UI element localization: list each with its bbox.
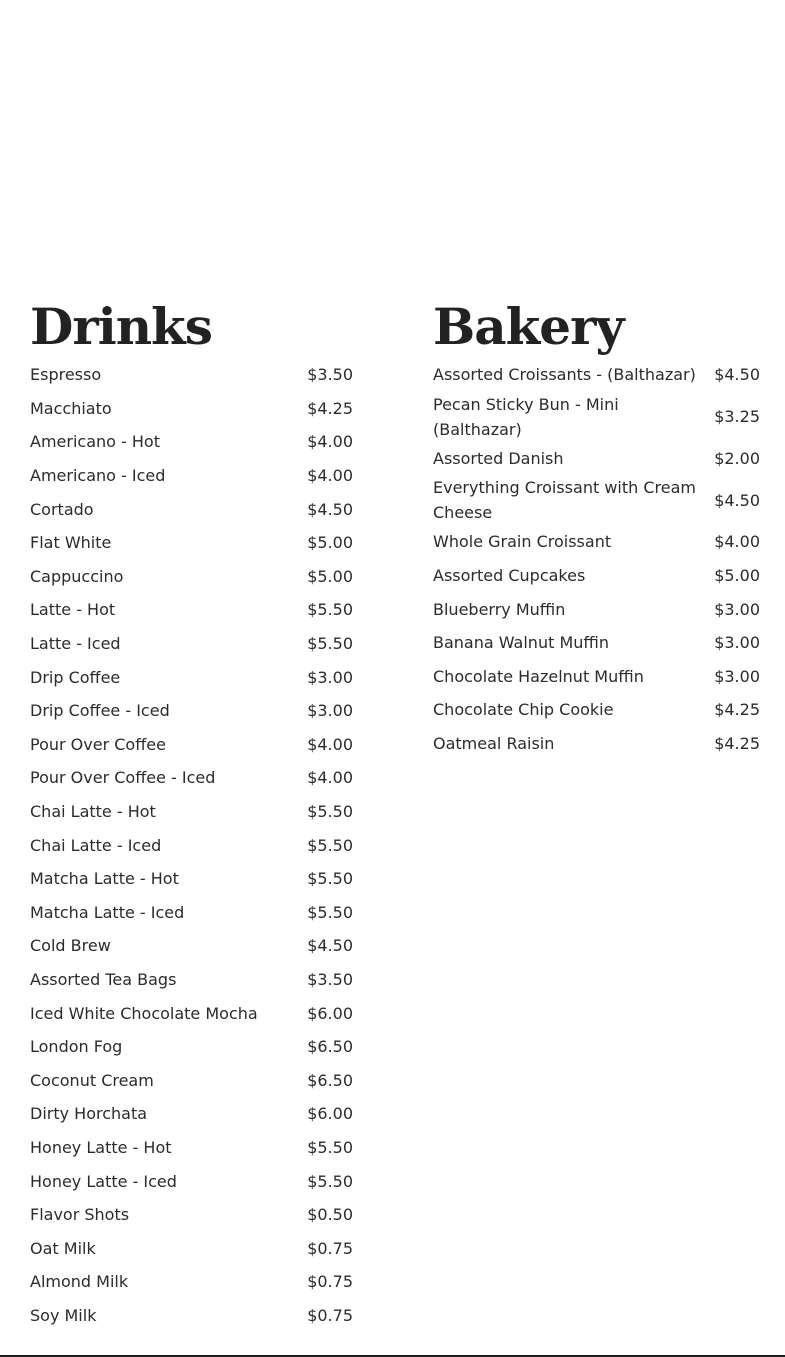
menu-item <box>30 392 353 426</box>
menu-item <box>30 492 353 526</box>
item-name: Dirty Horchata <box>30 1104 148 1124</box>
item-name: Pecan Sticky Bun - Mini (Balthazar) <box>433 394 619 439</box>
menu-item <box>30 627 353 661</box>
item-price: $3.50 <box>307 365 353 385</box>
menu-item <box>30 896 353 930</box>
menu-item <box>30 1231 353 1265</box>
item-name: Blueberry Muffin <box>433 599 566 619</box>
menu-item <box>30 459 353 493</box>
item-price: $4.00 <box>307 768 353 788</box>
menu-item <box>30 660 353 694</box>
menu-item <box>30 425 353 459</box>
item-price: $4.00 <box>307 466 353 486</box>
menu-item <box>30 560 353 594</box>
menu-item <box>30 728 353 762</box>
item-price: $0.75 <box>307 1272 353 1292</box>
item-name: Assorted Cupcakes <box>433 566 586 586</box>
item-name: Honey Latte - Iced <box>30 1171 177 1191</box>
item-name: Pour Over Coffee - Iced <box>30 768 216 788</box>
item-price: $4.25 <box>714 700 760 720</box>
menu-item <box>30 1198 353 1232</box>
item-price: $5.50 <box>307 902 353 922</box>
bakery-list <box>433 358 760 760</box>
item-price: $3.00 <box>714 666 760 686</box>
item-price: $3.50 <box>307 969 353 989</box>
item-price: $5.50 <box>307 835 353 855</box>
item-name: Flat White <box>30 533 112 553</box>
item-name: Everything Croissant with Cream Cheese <box>433 478 696 523</box>
bakery-heading: Bakery <box>433 297 624 356</box>
item-name: Assorted Croissants - (Balthazar) <box>433 365 696 385</box>
menu-item <box>433 525 760 559</box>
menu-item <box>30 929 353 963</box>
item-price: $5.00 <box>307 533 353 553</box>
item-price: $4.00 <box>307 432 353 452</box>
item-price: $3.00 <box>714 633 760 653</box>
menu-item <box>30 862 353 896</box>
item-price: $4.50 <box>307 499 353 519</box>
item-name: Whole Grain Croissant <box>433 532 612 552</box>
menu-item <box>30 1164 353 1198</box>
item-name: Banana Walnut Muffin <box>433 633 609 653</box>
menu-item <box>30 694 353 728</box>
item-name: Chocolate Hazelnut Muffin <box>433 666 644 686</box>
menu-item <box>433 626 760 660</box>
item-name: Chocolate Chip Cookie <box>433 700 614 720</box>
item-price: $5.00 <box>714 566 760 586</box>
item-name: Almond Milk <box>30 1272 129 1292</box>
item-price: $4.25 <box>307 398 353 418</box>
item-name: Cortado <box>30 499 94 519</box>
item-price: $3.00 <box>714 599 760 619</box>
item-name: Soy Milk <box>30 1305 97 1325</box>
item-price: $5.50 <box>307 869 353 889</box>
item-price: $6.00 <box>307 1104 353 1124</box>
item-name: Assorted Danish <box>433 448 564 468</box>
item-price: $4.50 <box>714 490 760 510</box>
drinks-list <box>30 358 353 1332</box>
item-price: $5.50 <box>307 802 353 822</box>
menu-item <box>30 1063 353 1097</box>
menu-item <box>433 660 760 694</box>
item-name: Iced White Chocolate Mocha <box>30 1003 258 1023</box>
menu-item <box>30 1299 353 1333</box>
menu-item <box>30 1097 353 1131</box>
menu-item <box>30 963 353 997</box>
item-price: $5.50 <box>307 634 353 654</box>
item-price: $0.75 <box>307 1305 353 1325</box>
menu-item <box>30 795 353 829</box>
menu-item <box>433 592 760 626</box>
item-name: Americano - Hot <box>30 432 160 452</box>
item-price: $3.00 <box>307 667 353 687</box>
item-price: $4.50 <box>307 936 353 956</box>
item-name: Chai Latte - Hot <box>30 802 156 822</box>
item-price: $0.75 <box>307 1238 353 1258</box>
menu-item <box>433 727 760 761</box>
menu-item <box>30 1030 353 1064</box>
item-name: Coconut Cream <box>30 1070 154 1090</box>
menu-item <box>30 1131 353 1165</box>
menu-item <box>433 358 760 392</box>
item-name: Cold Brew <box>30 936 111 956</box>
item-name: London Fog <box>30 1037 123 1057</box>
menu-item <box>30 358 353 392</box>
item-name: Oatmeal Raisin <box>433 734 555 754</box>
menu-item <box>30 1265 353 1299</box>
item-price: $5.50 <box>307 600 353 620</box>
item-name: Latte - Hot <box>30 600 116 620</box>
menu-item <box>30 828 353 862</box>
item-name: Assorted Tea Bags <box>30 969 177 989</box>
menu-item <box>433 442 760 476</box>
item-name: Pour Over Coffee <box>30 734 166 754</box>
item-price: $6.00 <box>307 1003 353 1023</box>
menu-item <box>30 593 353 627</box>
item-price: $4.50 <box>714 365 760 385</box>
item-price: $4.00 <box>307 734 353 754</box>
item-name: Chai Latte - Iced <box>30 835 162 855</box>
menu-item <box>433 475 760 525</box>
item-price: $6.50 <box>307 1037 353 1057</box>
item-price: $5.50 <box>307 1171 353 1191</box>
item-name: Matcha Latte - Iced <box>30 902 185 922</box>
item-name: Espresso <box>30 365 102 385</box>
item-name: Macchiato <box>30 398 112 418</box>
item-price: $2.00 <box>714 448 760 468</box>
menu-item <box>30 526 353 560</box>
item-price: $4.00 <box>714 532 760 552</box>
item-name: Oat Milk <box>30 1238 96 1258</box>
item-price: $3.25 <box>714 407 760 427</box>
item-price: $0.50 <box>307 1205 353 1225</box>
menu-item <box>30 761 353 795</box>
item-name: Honey Latte - Hot <box>30 1137 172 1157</box>
drinks-heading: Drinks <box>30 297 212 356</box>
item-price: $3.00 <box>307 701 353 721</box>
menu-item <box>30 996 353 1030</box>
menu-item <box>433 693 760 727</box>
item-name: Drip Coffee - Iced <box>30 701 170 721</box>
item-name: Matcha Latte - Hot <box>30 869 179 889</box>
drinks-section <box>30 296 353 1332</box>
item-name: Cappuccino <box>30 566 124 586</box>
item-price: $5.00 <box>307 566 353 586</box>
menu-item <box>433 559 760 593</box>
item-name: Flavor Shots <box>30 1205 130 1225</box>
item-name: Latte - Iced <box>30 634 121 654</box>
menu-item <box>433 392 760 442</box>
item-price: $6.50 <box>307 1070 353 1090</box>
item-price: $4.25 <box>714 734 760 754</box>
item-name: Drip Coffee <box>30 667 121 687</box>
item-name: Americano - Iced <box>30 466 166 486</box>
item-price: $5.50 <box>307 1137 353 1157</box>
bakery-section <box>433 296 760 760</box>
